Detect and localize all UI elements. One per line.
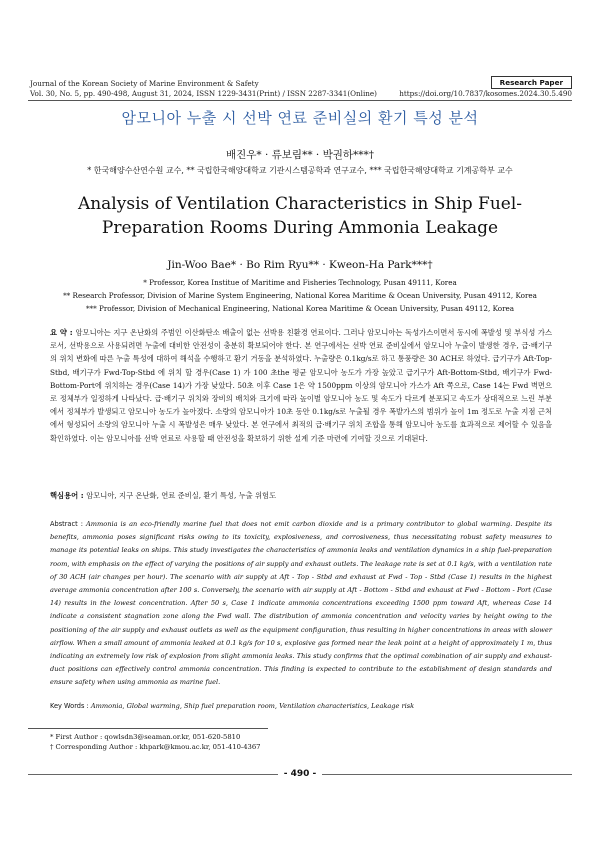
header-divider [28, 100, 572, 101]
english-title: Analysis of Ventilation Characteristics in Ship Fuel-Preparation Rooms During Ammonia Leakage [77, 194, 523, 238]
volume-info: Vol. 30, No. 5, pp. 490-498, August 31, 2024, ISSN 1229-3431(Print) / ISSN 2287-3341(Online) [30, 89, 377, 98]
korean-keywords [50, 491, 276, 501]
korean-keywords-text: 암모니아, 지구 온난화, 연료 준비실, 환기 특성, 누출 위험도 [86, 491, 277, 500]
page-number-text: - 490 - [278, 769, 323, 779]
korean-abstract-label: 요 약 : [50, 328, 76, 337]
korean-abstract [50, 326, 552, 445]
english-abstract-label: Abstract : [50, 520, 86, 528]
korean-abstract-text: 암모니아는 지구 온난화의 주범인 이산화탄소 배출이 없는 선박용 친환경 연료이다. 그러나 암모니아는 독성가스이면서 동시에 폭발성 및 부식성 가스로서, 선박용으로 사용되려면 누출에 대비한 안전성이 충분히 확보되어야 한다. 본 연구에서는 선박 연료 준비실에서 암모니아 누출이 발생한 경우, 급·배기구의 위치 변화에 따른 누출 특성에 대하여 해석을 수행하고 환기 거동을 분석하였다. 누출량은 0.1kg/s로 하고 통풍량은 30 ACH로 하였다. 급기구가 Aft-Top-Stbd, 배기구가 Fwd-Top-Stbd 에 위치 할 경우(Case 1) 가 100 초the 평균 암모니아 농도가 가장 높았고 급기구가 Aft-Bottom-Stbd, 배기구가 Fwd-Bottom-Port에 위치하는 경우(Case 14)가 가장 낮았다. 50초 이후 Case 1은 약 1500ppm 이상의 암모니아 가스가 Aft 쪽으로, Case 14는 Fwd 벽면으로 정체부가 일정하게 나타났다. 급·배기구 위치와 장비의 배치와 크기에 따라 높이별 암모니아 농도 및 속도가 다르게 분포되고 속도가 상대적으로 느린 부분에서 정체부가 발생되고 암모니아 농도가 높아졌다. 소량의 암모니아가 10초 동안 0.1kg/s로 누출될 경우 폭발가스의 범위가 높이 1m 정도로 누출 지점 근처에서 형성되어 소량의 암모니아 누출 시 폭발성은 매우 낮았다. 본 연구에서 최적의 급·배기구 위치 조합을 통해 암모니아 농도를 효과적으로 제어할 수 있음을 확인하였다. 이는 암모니아를 선박 연료로 사용할 때 안전성을 확보하기 위한 설계 기준 마련에 기여할 것으로 기대된다. [50, 328, 552, 443]
english-keywords-text: Ammonia, Global warming, Ship fuel preparation room, Ventilation characteristics, Leakage risk [90, 702, 415, 710]
english-authors: Jin-Woo Bae* · Bo Rim Ryu** · Kweon-Ha Park***† [167, 259, 433, 271]
corresponding-author-footnote: † Corresponding Author : khpark@kmou.ac.kr, 051-410-4367 [50, 743, 261, 751]
first-author-footnote: * First Author : qowlsdn3@seaman.or.kr, 051-620-5810 [50, 733, 241, 741]
english-keywords [50, 702, 414, 710]
affiliation-1: * Professor, Korea Institue of Maritime and Fisheries Technology, Pusan 49111, Korea [143, 278, 457, 287]
korean-title: 암모니아 누출 시 선박 연료 준비실의 환기 특성 분석 [121, 109, 479, 127]
korean-keywords-label: 핵심용어 : [50, 491, 87, 500]
footnote-divider [28, 728, 268, 729]
korean-affiliations: * 한국해양수산연수원 교수, ** 국립한국해양대학교 기관시스템공학과 연구교수, *** 국립한국해양대학교 기계공학부 교수 [87, 166, 513, 175]
affiliation-2: ** Research Professor, Division of Marine System Engineering, National Korea Maritime & Ocean University, Pusan 49112, Korea [63, 291, 537, 300]
english-abstract [50, 518, 552, 690]
page-number-rule-right [322, 774, 572, 775]
article-type-badge: Research Paper [491, 76, 572, 89]
journal-name: Journal of the Korean Society of Marine Environment & Safety [30, 79, 259, 88]
english-abstract-text: Ammonia is an eco-friendly marine fuel that does not emit carbon dioxide and is a primary contributor to global warming. Despite its benefits, ammonia poses significant risks owing to its toxicity, explosiveness, and corrosiveness, thus necessitating robust safety measures to manage its potential leaks on ships. This study investigates the characteristics of ammonia leaks and ventilation dynamics in a ship fuel-preparation room, with emphasis on the effect of varying the positions of air supply and exhaust outlets. The leakage rate is set at 0.1 kg/s, with a ventilation rate of 30 ACH (air changes per hour). The scenario with air supply at Aft - Top - Stbd and exhaust at Fwd - Top - Stbd (Case 1) results in the highest average ammonia concentration after 100 s. Conversely, the scenario with air supply at Aft - Bottom - Stbd and exhaust at Fwd - Bottom - Port (Case 14) results in the lowest concentration. After 50 s, Case 1 indicate ammonia concentrations exceeding 1500 ppm toward Aft, whereas Case 14 indicate a consistent stagnation zone along the Fwd wall. The distribution of ammonia concentration and velocity varies by height owing to the positioning of the air supply and exhaust outlets as well as the equipment configuration, thus resulting in higher concentrations in areas with slower airflow. When a small amount of ammonia leaked at 0.1 kg/s for 10 s, explosive gas formed near the leak point at a height of approximately 1 m, thus indicating an extremely low risk of explosion from slight ammonia leaks. This study confirms that the optimal combination of air supply and exhaust-duct positions can effectively control ammonia concentration. This finding is expected to contribute to the establishment of design standards and ensure safety when using ammonia as marine fuel. [50, 520, 553, 687]
english-keywords-label: Key Words : [50, 702, 91, 710]
doi-link[interactable]: https://doi.org/10.7837/kosomes.2024.30.5.490 [399, 89, 572, 98]
affiliation-3: *** Professor, Division of Mechanical Engineering, National Korea Maritime & Ocean University, Pusan 49112, Korea [85, 304, 515, 313]
korean-authors: 배진우* · 류보림** · 박권하***† [225, 149, 375, 161]
